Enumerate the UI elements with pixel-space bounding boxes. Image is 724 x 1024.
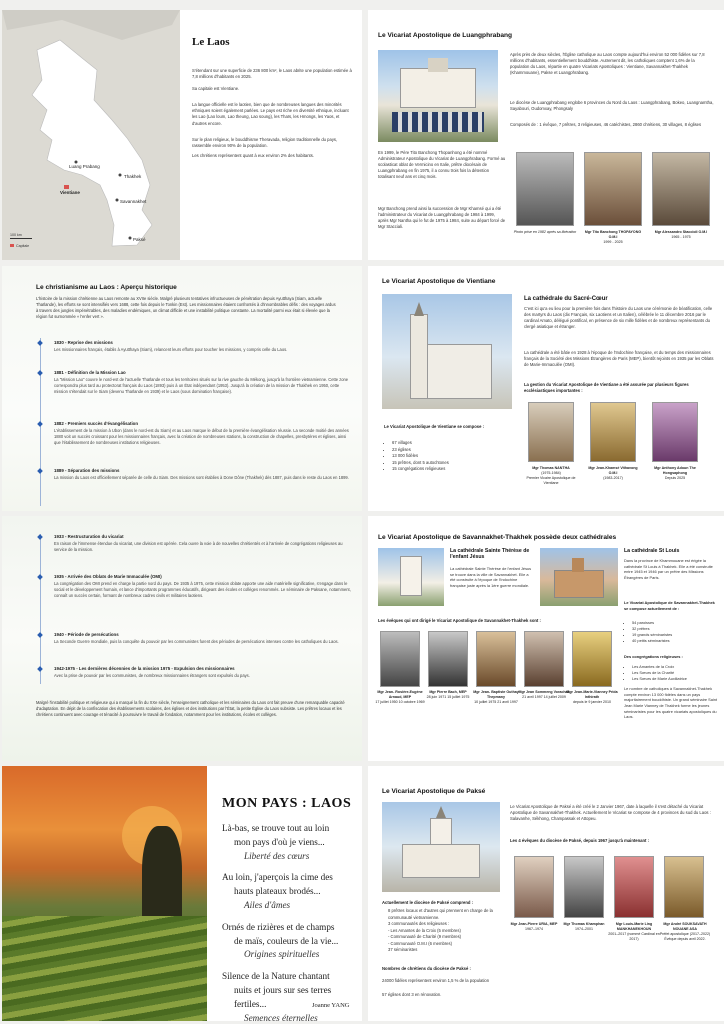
timeline-item xyxy=(54,468,354,481)
poem-stanza xyxy=(222,871,357,912)
portrait-name: Mgr Jean-Khamsé Vithavong O.M.I xyxy=(588,466,638,475)
timeline-item xyxy=(54,666,354,679)
compose-item: • 19 grands séminaristes xyxy=(632,632,718,638)
luang-history: Mgr Banchong prend ainsi la succession de Mgr Khamsé qui a été l'administrateur du Vicariat de Luangphrabang de 1984 à 1999, après Mgr Nantha qui le fut de 1975 à 1984, suite au départ forcé de Mgr Stacciali. xyxy=(378,206,506,230)
history-intro: L'histoire de la mission chrétienne au Laos remonte au XVIIe siècle. Malgré plusieurs tentatives infructueuses de pénétration depuis Ayutthaya (Siam, actuelle Thaïlande), les efforts se sont intensifiés vers 1688, cette fois depuis le Tonkin (Est). Les missionnaires étaient confrontés à d'innombrables défis : des voyages ardus à travers des jungles impénétrables, des maladies endémiques, un climat difficile et une instabilité politique constante. La mortalité parmi eux était si élevée que la région fut surnommée « l'enfer vert ». xyxy=(36,296,336,319)
nb-text: 24000 fidèles représentent environ 1,5 % de la population xyxy=(382,978,490,983)
portrait-dates: 2001–2017 (nommé Cardinal en 2017) xyxy=(608,931,660,941)
portrait-vorachak xyxy=(524,631,564,687)
congreg-list xyxy=(632,664,718,682)
poem-line: de maïs, couleurs de la vie... xyxy=(234,935,339,946)
laos-map-svg xyxy=(2,10,180,260)
timeline-item xyxy=(54,421,354,446)
panel-luangphrabang xyxy=(368,10,724,260)
portrait-name: Mgr Jean-Pierre URIA, MEP xyxy=(510,922,558,926)
timeline-head: 1935 - Arrivée des Oblats de Marie Immaculée (OMI) xyxy=(54,574,162,579)
poem-line: Silence de la Nature chantant xyxy=(222,971,330,982)
cathedral-text: La cathédrale Sainte Thérèse de l'enfant Jésus se trouve dans la ville de Savannakhet. Elle a été construite à l'époque de l'Indochine française juste après la 1ère guerre mondiale. xyxy=(450,566,532,588)
cathedral-title: La cathédrale St Louis xyxy=(624,548,680,554)
portrait-name: Mgr Jean-Marie-Vianney Prida Inthirath xyxy=(566,690,618,699)
luang-diocese: Le diocèse de Luangphrabang englobe 6 provinces du Nord du Laos : Luangphrabang, Bokeo, Luangnamtha, Sayabouri, Oudomxay, Phongsaly xyxy=(510,100,714,112)
timeline-body: L'établissement de la mission à Ubon (dans le nord-est du Siam) et au Laos marque le début de la première évangélisation réussie. La seconde moitié des années 1880 voit un succès croissant pour les missionnaires français, avec la création de nombreuses stations, la construction de chapelles, presbytères et églises, ainsi que l'établissement de nombreuses institutions religieuses. xyxy=(54,428,349,445)
eveques-title: Les 4 évêques du diocèse de Paksé, depuis 1967 jusqu'à maintenant : xyxy=(510,838,650,843)
congreg-item: • Les Sœurs de Marie Auxiliatrice xyxy=(632,676,718,682)
portrait-dates: 1999 - 2025 xyxy=(603,239,623,244)
section-title: Le Vicariat Apostolique de Vientiane xyxy=(382,278,496,285)
poem-stanza xyxy=(222,822,357,863)
compose-item: • 67 villages xyxy=(392,440,512,447)
laos-map xyxy=(2,10,180,260)
compose-item: 37 séminaristes xyxy=(388,947,418,952)
compose-item: • 15 prêtres, dont 5 autochtones xyxy=(392,460,512,467)
map-scale: 100 km xyxy=(10,233,22,237)
timeline-dot xyxy=(37,632,43,638)
timeline-line xyxy=(40,534,41,684)
savannakhet-closing: Le nombre de catholiques à Savannakhet-Thakhek compte environ 13 000 fidèles dans un pays majoritairement bouddhiste. Un grand séminaire Saint Jean Marie Vianney de Thakhek forme les jeunes séminaristes pour les quatre vicariats apostoliques du Laos. xyxy=(624,686,717,720)
timeline-body: La Seconde Guerre mondiale, puis la conquête du pouvoir par les communistes furent des périodes de persécutions intenses contre les catholiques du Laos. xyxy=(54,639,339,644)
section-title: Le Vicariat Apostolique de Savannakhet-Thakhek possède deux cathédrales xyxy=(378,534,617,541)
timeline-dot xyxy=(37,468,43,474)
pakse-intro: Le Vicariat Apostolique de Paksé a été créé le 2 Janvier 1967, date à laquelle il s'est détaché du Vicariat Apostolique de Savannakhet-Thakhek. Actuellement le Vicariat se compose de 4 provinces du sud du Laos : Salavanhe, Sékhong, Champassak et Attopeu. xyxy=(510,804,711,822)
timeline-head: 1882 - Premiers succès d'évangélisation xyxy=(54,421,139,426)
portrait-name: Mgr Thomas Khamphan xyxy=(563,922,605,926)
timeline-dot xyxy=(37,574,43,580)
history-closing: Malgré l'instabilité politique et religieuse qui a marqué la fin du XXe siècle, l'enseignement catholique et les séminaires du Laos ont fait preuve d'une remarquable capacité d'adaptation. En dépit de la confiscation des établissements scolaires, des églises et des institutions par l'État, la petite Église du Laos subsiste. Les prêtres locaux et les chrétiens continuent avec courage et ténacité à poursuivre le travail de fondation, notamment pour les institutions, écoles et collèges. xyxy=(36,700,345,717)
portrait-name: Mgr Jean- Baptiste Outhay Thepmany xyxy=(473,690,519,699)
timeline-dot xyxy=(37,534,43,540)
timeline-body: Avec la prise de pouvoir par les communistes, de nombreux missionnaires étrangers sont expulsés du pays. xyxy=(54,673,250,678)
panel-history xyxy=(2,266,362,511)
compose-item: • 32 prêtres xyxy=(632,626,718,632)
compose-item: - Les Amantes de la Croix (5 membres) xyxy=(388,927,461,933)
compose-list xyxy=(632,620,718,644)
portrait-name: Mgr Anthony Adoun The Hongsaphong xyxy=(654,466,696,475)
compose-item: • 13 000 fidèles xyxy=(392,453,512,460)
cathedral-photo xyxy=(382,294,512,409)
church-pakse-photo xyxy=(382,802,500,892)
compose-item: • 40 petits séminaristes xyxy=(632,638,718,644)
poem-line: mon pays d'où je viens... xyxy=(234,836,325,847)
portrait-banchong xyxy=(584,152,642,226)
compose-title: Actuellement le diocèse de Paksé comprend : xyxy=(382,900,473,905)
laos-text xyxy=(192,68,352,159)
timeline-item xyxy=(54,340,354,353)
portrait-dates: (1983-2017) xyxy=(603,475,623,480)
laos-paragraph: S'étendant sur une superficie de 236 800 km², le Laos abrite une population estimée à 7,8 millions d'habitants en 2025. xyxy=(192,68,352,80)
portrait-ling xyxy=(614,856,654,918)
portrait-dates: 1974–2001 xyxy=(575,926,593,931)
portrait-staccioli xyxy=(652,152,710,226)
compose-list xyxy=(388,908,506,954)
portrait-dates: 1967–1974 xyxy=(525,926,543,931)
timeline-item xyxy=(54,534,354,553)
map-label-pakse: Paksé xyxy=(133,237,146,242)
panel-history-continued xyxy=(2,516,362,761)
portrait-name: Mgr André SOUKSAVATH NOUANE ASA xyxy=(663,922,707,931)
portrait-khamphan xyxy=(564,856,604,918)
portrait-vithavong xyxy=(590,402,636,462)
cathedral-title: La cathédrale Sainte Thérèse de l'enfant Jésus xyxy=(450,548,530,560)
timeline-body: La congrégation des OMI prend en charge la partie nord du pays. De 1935 à 1975, cette mission oblate apporte une aide matérielle significative, s'engage dans le social et le développement humain, et lance d'importants programmes éducatifs, dirigeant des écoles et collèges renommés. Le séminaire de Paksane, notamment, connaît un succès certain, formant de nombreux cadres civils et militaires laotiens. xyxy=(54,581,351,598)
compose-title: Le Vicariat Apostolique de Savannakhet-Thakhek se compose actuellement de : xyxy=(624,600,715,611)
cathedral-text: La cathédrale a été bâtie en 1928 à l'époque de l'Indochine française, et du temps des missionnaires français de la Société des Missions Étrangères de Paris (MEP), bientôt rejoints en 1935 par les Oblats de Marie-Immaculée (OMI). xyxy=(524,350,714,368)
portrait-dates: Préfet apostolique (2017–2022) Évêque depuis avril 2022. xyxy=(659,931,711,941)
sunset-painting xyxy=(2,766,207,1021)
cathedral-thakhek-photo xyxy=(540,548,618,606)
poem-refrain: Liberté des cœurs xyxy=(244,850,310,861)
timeline-head: 1942-1975 - Les dernières décennies de la mission 1975 - Expulsion des missionnaires xyxy=(54,666,235,671)
timeline-head: 1933 - Restructuration du vicariat xyxy=(54,534,124,539)
portrait-uria xyxy=(514,856,554,918)
portrait-dates: 28 juin 1971 15 juillet 1975 xyxy=(426,694,470,699)
portrait-photo xyxy=(516,152,574,226)
nb-title: Nombres de chrétiens du diocèse de Paksé : xyxy=(382,966,471,971)
map-label-vientiane: Vientiane xyxy=(60,190,80,195)
compose-item: • 23 églises xyxy=(392,447,512,454)
poem-line: Au loin, j'aperçois la cime des xyxy=(222,872,333,883)
timeline-head: 1889 - Séparation des missions xyxy=(54,468,120,473)
portrait-thepmany xyxy=(476,631,516,687)
laos-paragraph: Sur le plan religieux, le bouddhisme Theravada, religion traditionnelle du pays, rassemble environ 90% de la population. xyxy=(192,136,338,148)
compose-item: 8 prêtres locaux et d'autres qui prennent en charge de la communauté vietnamienne. xyxy=(388,908,493,920)
portrait-dates: 21 avril 1997 14 juillet 2009 xyxy=(522,694,566,699)
portrait-caption: Photo prise en 1982 après sa libération xyxy=(513,230,577,234)
timeline-item xyxy=(54,370,354,395)
portrait-name: Mgr Louis-Marie Ling MANKHANEKHOUN xyxy=(615,922,653,931)
eveques-title: Les évêques qui ont dirigé le Vicariat Apostolique de Savannakhet-Thakhek sont : xyxy=(378,618,541,623)
timeline-body: Les missionnaires français, établis à Ayutthaya (Siam), relancent leurs efforts pour toucher les missions, y compris celle du Laos. xyxy=(54,347,288,352)
timeline-head: 1940 - Période de persécutions xyxy=(54,632,119,637)
timeline-head: 1881 - Définition de la Mission Lao xyxy=(54,370,126,375)
timeline-item xyxy=(54,574,354,599)
congreg-item: • Les Sœurs de la Charité xyxy=(632,670,718,676)
congreg-title: Des congrégations religieuses : xyxy=(624,654,683,659)
congreg-item: • Les Amantes de la Croix xyxy=(632,664,718,670)
panel-poem xyxy=(2,766,362,1021)
poem-body xyxy=(222,822,357,1021)
compose-item: - Communauté O.M.I (6 membres) xyxy=(388,940,452,946)
portrait-name: Mgr Jean- Rosière-Eugène Arnaud, MEP xyxy=(377,690,423,699)
portrait-inthirath xyxy=(572,631,612,687)
poem-stanza xyxy=(222,970,357,1021)
laos-paragraph: La langue officielle est le laotien, bien que de nombreuses langues des minorités ethniques soient également parlées. Le pays est riche en diversité ethnique, incluant les Lao (Lao loum, Lao theung, Lao soung), les Thaïs, les Hmongs, les Yaos, et d'autres encore. xyxy=(192,102,349,126)
portrait-nantha xyxy=(528,402,574,462)
map-label-thakhek: Thakhek xyxy=(124,174,142,179)
timeline-dot xyxy=(37,666,43,672)
portrait-name: Mgr Tito Banchong THOPAYONG O.M.I xyxy=(584,230,642,239)
compose-item: • 54 paroisses xyxy=(632,620,718,626)
portrait-dates: 17 juillet 1950 10 octobre 1969 xyxy=(375,699,425,704)
poem-refrain: Semences éternelles xyxy=(244,1012,318,1021)
poem-line: Ornés de rizières et de champs xyxy=(222,921,335,932)
portrait-dates: 10 juillet 1975 21 avril 1997 xyxy=(474,699,518,704)
portrait-dates: depuis le 9 janvier 2010 xyxy=(573,699,611,704)
poem-line: Là-bas, se trouve tout au loin xyxy=(222,823,330,833)
map-legend-capital: Capitale xyxy=(16,244,30,248)
cathedral-savannakhet-photo xyxy=(378,548,444,606)
cathedral-title: La cathédrale du Sacré-Cœur xyxy=(524,296,608,302)
panel-laos-intro xyxy=(2,10,362,260)
compose-item: - Communauté de Charité (9 membres) xyxy=(388,934,462,939)
poem-refrain: Ailes d'âmes xyxy=(244,899,291,910)
portrait-dates: (1975-1984) xyxy=(541,470,561,475)
page-title: Le Laos xyxy=(192,36,230,48)
compose-item: • 15 congrégations religieuses xyxy=(392,466,512,473)
portrait-name: Mgr Thomas NANTHA xyxy=(532,466,570,470)
map-label-savannakhet: Savannakhet xyxy=(120,199,147,204)
gestion-text: La gestion du Vicariat Apostolique de Vientiane a été assurée par plusieurs figures ecclésiastiques importantes : xyxy=(524,382,689,394)
timeline-head: 1830 - Reprise des missions xyxy=(54,340,113,345)
compose-list xyxy=(392,440,512,473)
portrait-name: Mgr Jean Sommeng Vorachak xyxy=(518,690,570,694)
laos-paragraph: Les chrétiens représentent quant à eux environ 2% des habitants. xyxy=(192,152,314,158)
timeline-dot xyxy=(37,421,43,427)
portrait-bach xyxy=(428,631,468,687)
portrait-arnaud xyxy=(380,631,420,687)
compose-title: Le Vicariat Apostolique de Vientiane se compose : xyxy=(384,424,484,429)
church-photo xyxy=(378,50,498,142)
portrait-souksavath xyxy=(664,856,704,918)
poem-refrain: Origines spirituelles xyxy=(244,949,320,960)
cathedral-text: C'est ici qu'a eu lieu pour la première fois dans l'histoire du Laos une cérémonie de béatification, celle des martyrs du Laos (dix Français, six Laotiens et un Italien), célébrée le 11 décembre 2016 par le cardinal Amato, délégué pontifical, en présence de six mille fidèles et de nombreux représentants du clergé asiatique et étranger. xyxy=(524,306,713,330)
portrait-name: Mgr Pierre Bach, MEP xyxy=(429,690,467,694)
history-title: Le christianisme au Laos : Aperçu historique xyxy=(36,284,177,291)
poem-author: Joanne YANG xyxy=(312,1002,350,1009)
timeline-body: La mission du Laos est officiellement séparée de celle du Siam. Des missions sont établies à Done Dône (Thakhek) dès 1887, puis dans le reste du Laos en 1899. xyxy=(54,475,349,480)
timeline-item xyxy=(54,632,354,645)
timeline-dot xyxy=(37,340,43,346)
eglises-text: 57 églises dont 3 en rénovation. xyxy=(382,992,442,997)
panel-vientiane xyxy=(368,266,724,511)
portrait-hongsaphong xyxy=(652,402,698,462)
portrait-dates: Depuis 2025 xyxy=(664,475,686,480)
luang-composition: Composés de : 1 évêque, 7 prêtres, 3 religieuses, 46 catéchistes, 2860 chrétiens, 30 villages, 8 églises xyxy=(510,122,702,127)
luang-history: En 1999, le Père Tito Banchong Thopanhong a été nommé Administrateur Apostolique du Vicariat de Luangphrabang. Formé au scolasticat oblat de Vermicino en Italie, prêtre diocésain de Luangphrabang en fin 1975, il a connu trois fois la détention totalisant neuf ans et cinq mois. xyxy=(378,150,506,180)
portrait-dates: 1965 - 1975 xyxy=(671,234,691,239)
poem-stanza xyxy=(222,921,357,962)
laos-paragraph: Sa capitale est Vientiane. xyxy=(192,86,240,92)
section-title: Le Vicariat Apostolique de Luangphrabang xyxy=(378,32,513,39)
panel-pakse xyxy=(368,766,724,1021)
section-title: Le Vicariat Apostolique de Paksé xyxy=(382,788,486,795)
poem-title: MON PAYS : LAOS xyxy=(222,796,352,811)
cathedral-text: Dans la province de Khammouane est érigée la cathédrale St Louis à Thakhek. Elle a été construite entre 1945 et 1946 par un prêtre des Missions Étrangères de Paris. xyxy=(624,558,713,580)
timeline-body: La "Mission Lao" couvre le nord-est de l'actuelle Thaïlande et tous les territoires situés sur la rive gauche du Mékong, jusqu'à la frontière vietnamienne. Cette zone correspondra plus tard au protectorat français du Laos (1893) puis à un État indépendant (1953). Jusqu'à la création de la mission de Thakhek en 1950, cette mission s'étendait sur le Siam (devenu Thaïlande en 1939) et le Laos (sous domination française). xyxy=(54,377,349,394)
panel-savannakhet xyxy=(368,516,724,761)
portrait-extra: Premier Vicaire Apostolique de Vientiane xyxy=(526,475,576,485)
compose-item: 3 communautés des religieuses : xyxy=(388,921,450,926)
timeline-dot xyxy=(37,370,43,376)
timeline-body: En raison de l'immense étendue du vicariat, une division est opérée. Cela ouvre la voie à de nouvelles chrétientés et à l'arrivée de congrégations religieuses au service de la mission. xyxy=(54,541,343,552)
poem-line: hauts plateaux brodés... xyxy=(234,886,321,897)
portrait-name: Mgr Alessandro Staccioli O.M.I xyxy=(654,230,708,234)
poem-line: nuits et jours sur ses terres fertiles... xyxy=(234,984,332,1009)
map-label-luang-prabang: Luang Prabang xyxy=(69,164,100,169)
luang-intro: Après près de deux siècles, l'Église catholique au Laos compte aujourd'hui environ 52 000 fidèles sur 7,8 millions d'habitants, essentiellement bouddhiste. Autrement dit, les catholiques comptent 1,6% de la population du Laos, répartie en quatre Vicariats Apostoliques : Vientiane, Savannakhet-Thakhek (Khammouane), Pakse et Luangphrabang. xyxy=(510,52,705,76)
